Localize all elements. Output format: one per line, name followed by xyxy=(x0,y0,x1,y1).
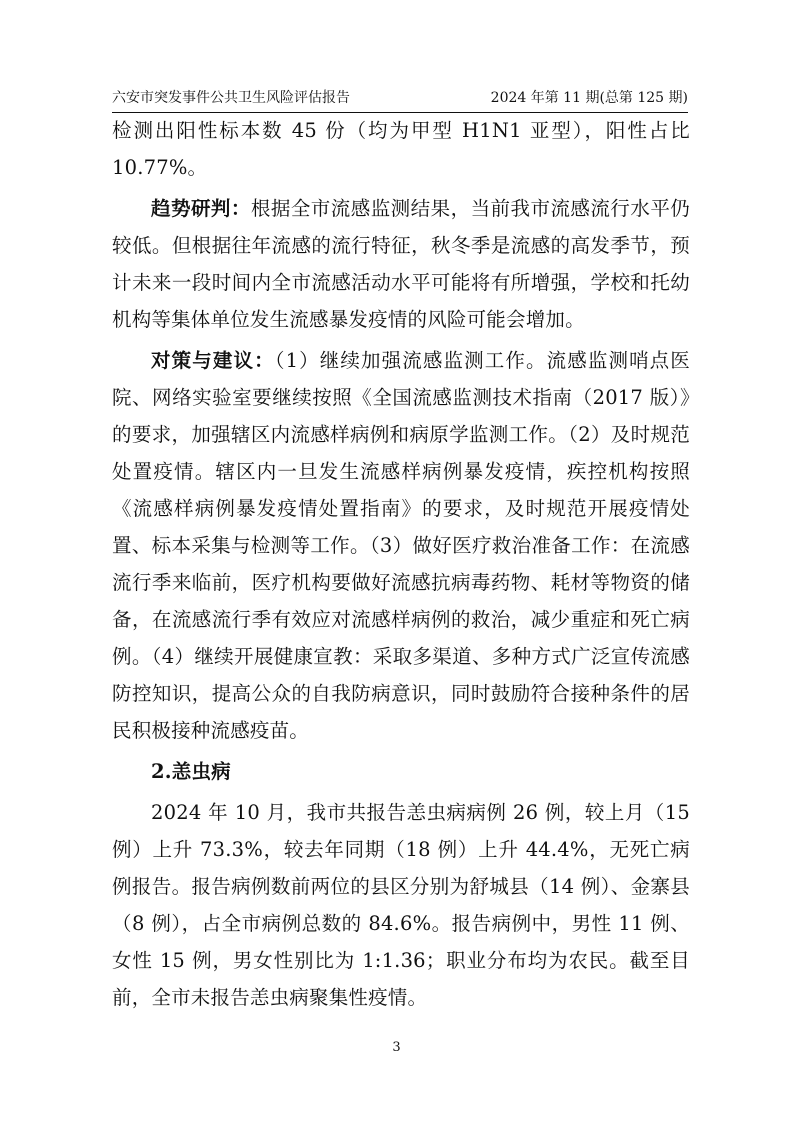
trend-label: 趋势研判： xyxy=(151,197,251,220)
issue-number: 2024 年第 11 期(总第 125 期) xyxy=(490,90,688,106)
section-heading-scrub-typhus: 2.恙虫病 xyxy=(151,760,231,783)
paragraph-flu-detection: 检测出阳性标本数 45 份（均为甲型 H1N1 亚型），阳性占比 10.77%。 xyxy=(112,119,690,179)
paragraph-trend-analysis xyxy=(112,190,690,338)
trend-text: 根据全市流感监测结果，当前我市流感流行水平仍较低。但根据往年流感的流行特征，秋冬季是流感的高发季节，预计未来一段时间内全市流感活动水平可能将有所增强，学校和托幼机构等集体单位发生流感暴发疫情的风险可能会增加。 xyxy=(112,197,690,331)
report-title: 六安市突发事件公共卫生风险评估报告 xyxy=(112,90,350,106)
page-header xyxy=(112,88,688,113)
paragraph-countermeasures xyxy=(112,342,690,749)
advice-text: （1）继续加强流感监测工作。流感监测哨点医院、网络实验室要继续按照《全国流感监测技术指南（2017 版）》的要求，加强辖区内流感样病例和病原学监测工作。（2）及时规范处置疫情。辖区内一旦发生流感样病例暴发疫情，疾控机构按照《流感样病例暴发疫情处置指南》的要求，及时规范开展疫情处置、标本采集与检测等工作。（3）做好医疗救治准备工作：在流感流行季来临前，医疗机构要做好流感抗病毒药物、耗材等物资的储备，在流感流行季有效应对流感样病例的救治，减少重症和死亡病例。（4）继续开展健康宣教：采取多渠道、多种方式广泛宣传流感防控知识，提高公众的自我防病意识，同时鼓励符合接种条件的居民积极接种流感疫苗。 xyxy=(112,349,691,742)
advice-label: 对策与建议： xyxy=(151,349,275,372)
page-number: 3 xyxy=(392,1040,401,1055)
document-body xyxy=(112,112,690,1016)
paragraph-scrub-typhus: 2024 年 10 月，我市共报告恙虫病病例 26 例，较上月（15 例）上升 73.3%，较去年同期（18 例）上升 44.4%，无死亡病例报告。报告病例数前两位的县区分别为舒城县（14 例）、金寨县（8 例），占全市病例总数的 84.6%。报告病例中，男性 11 例、女性 15 例，男女性别比为 1:1.36；职业分布均为农民。截至目前，全市未报告恙虫病聚集性疫情。 xyxy=(112,801,690,1009)
